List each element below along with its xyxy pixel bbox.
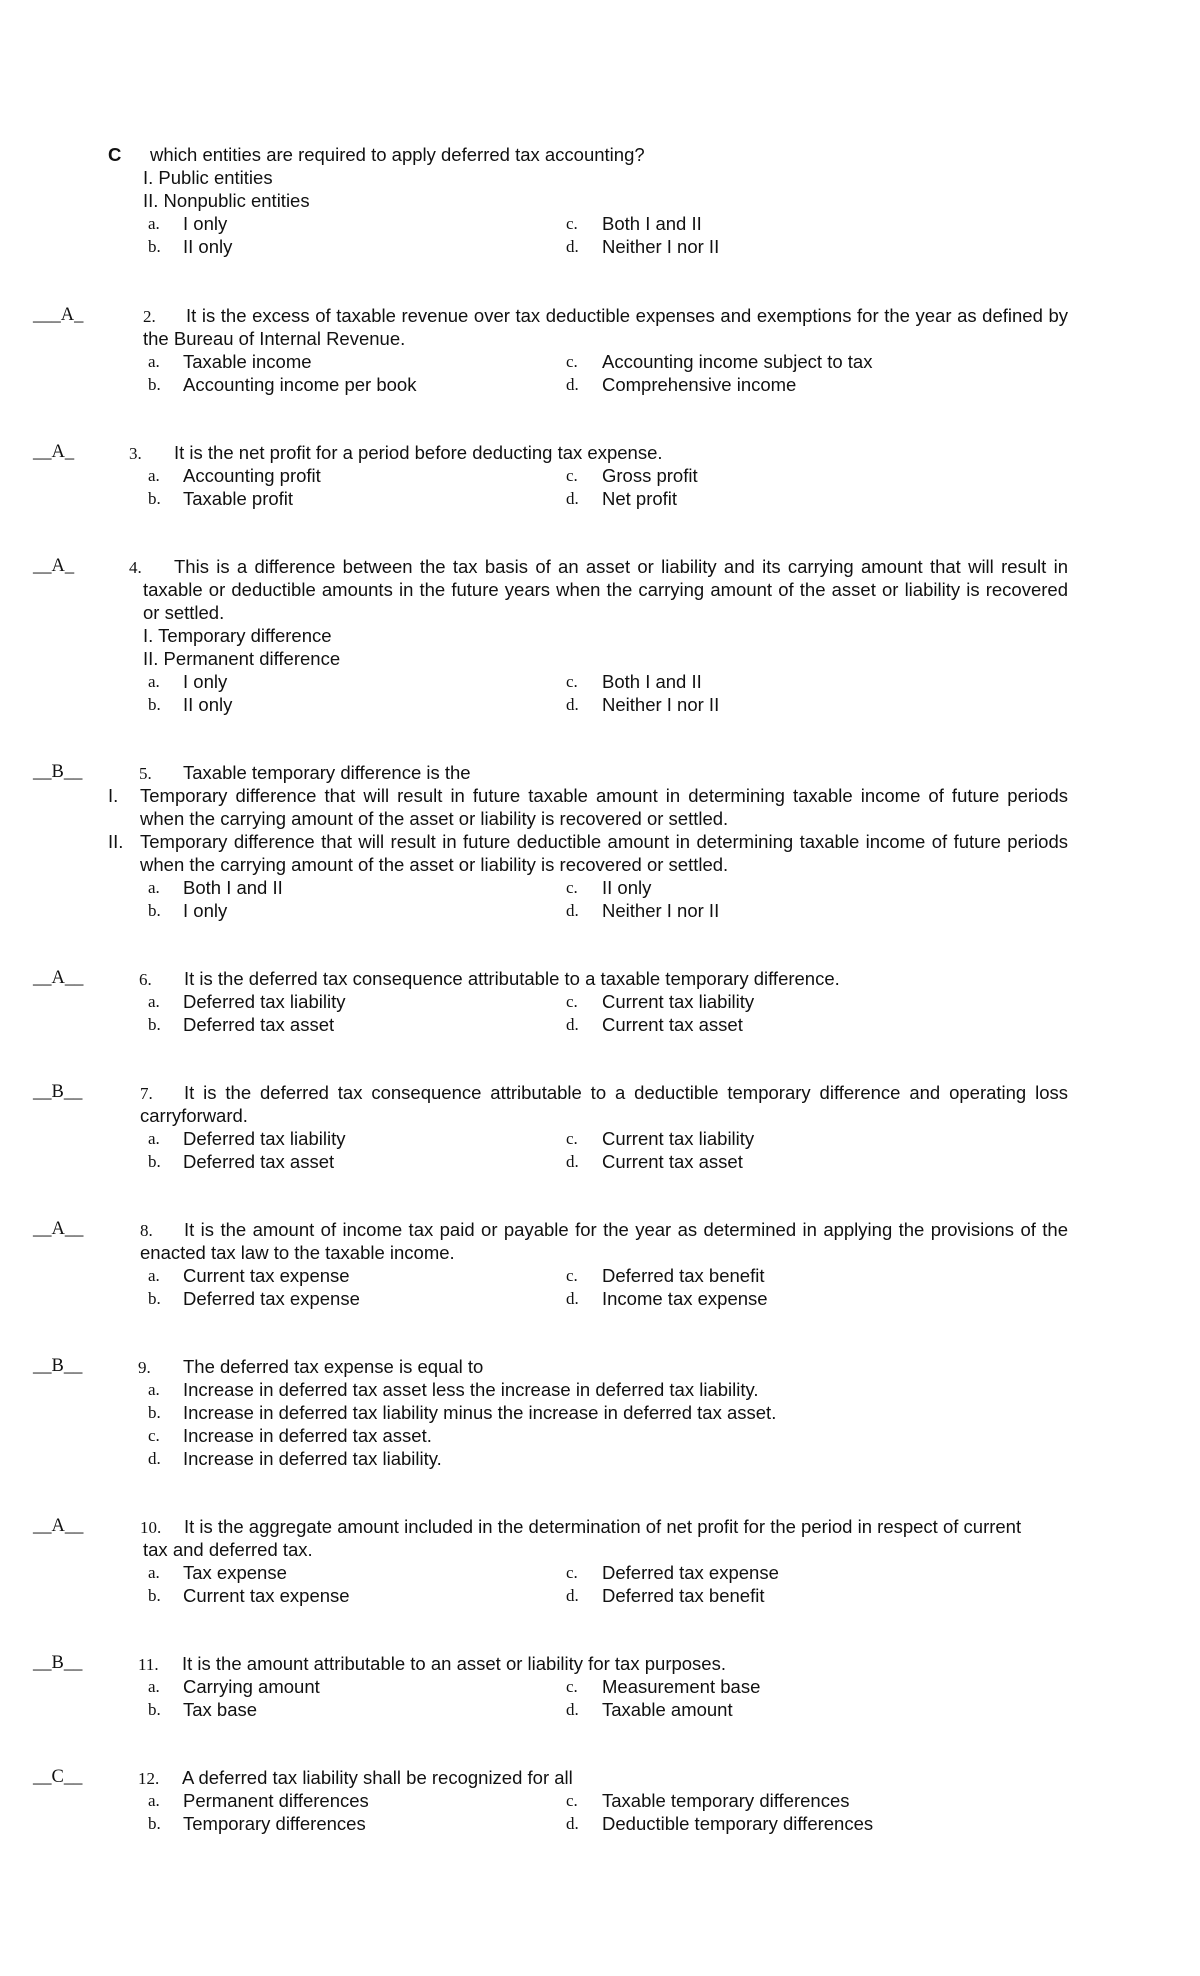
choice-letter-c: c. [566,1563,578,1582]
choice-b: Deferred tax asset [183,1014,335,1035]
answer-mark: __A_ [33,442,75,462]
choice-letter-a: a. [148,466,160,485]
choice-letter-b: b. [148,1289,161,1308]
statement-1: I. Public entities [143,167,273,188]
choice-b: Tax base [183,1699,258,1720]
choice-letter-b: b. [148,1015,161,1034]
choice-letter-a: a. [148,992,160,1011]
choice-b: II only [183,236,233,257]
choice-letter-b: b. [148,1700,161,1719]
choice-letter-b: b. [148,695,161,714]
choice-letter-b: b. [148,1814,161,1833]
choice-a: Deferred tax liability [183,1128,346,1149]
choice-b: I only [183,900,228,921]
choice-c: Both I and II [602,671,702,692]
question-text: This is a difference between the tax basis of an asset or liability and its carrying amount that will result in taxable or deductible amounts in the future years when the carrying amount of the asset or liability is recovered or settled. [143,556,1068,623]
choice-a: Deferred tax liability [183,991,346,1012]
question-text: It is the aggregate amount included in the determination of net profit for the period in respect of current tax and deferred tax. [143,1516,1022,1560]
choice-a: Current tax expense [183,1265,350,1286]
statement-2: II. Permanent difference [143,648,341,669]
question-number: 4. [129,558,142,577]
choice-letter-a: a. [148,352,160,371]
choice-d: Income tax expense [602,1288,768,1309]
choice-letter-a: a. [148,1129,160,1148]
answer-mark: __A_ [33,556,75,576]
choice-letter-b: b. [148,237,161,256]
choice-letter-c: c. [566,1791,578,1810]
choice-d: Neither I nor II [602,236,720,257]
answer-mark: __B__ [33,1356,83,1376]
choice-a: Tax expense [183,1562,287,1583]
choice-c: Measurement base [602,1676,761,1697]
choice-letter-d: d. [566,1586,579,1605]
choice-letter-c: c. [566,878,578,897]
answer-mark: ___A_ [33,305,84,325]
choice-letter-a: a. [148,1380,160,1399]
choice-letter-b: b. [148,901,161,920]
choice-letter-c: c. [566,352,578,371]
choice-c: Current tax liability [602,1128,755,1149]
question-text: which entities are required to apply deferred tax accounting? [150,144,645,165]
answer-mark: __A__ [33,1516,84,1536]
choice-c: Deferred tax benefit [602,1265,765,1286]
choice-letter-c: c. [566,672,578,691]
answer-mark: __C__ [33,1767,83,1787]
choice-a: Accounting profit [183,465,321,486]
choice-letter-b: b. [148,1586,161,1605]
choice-letter-d: d. [566,1700,579,1719]
choice-b: Temporary differences [183,1813,366,1834]
question-number: 8. [140,1221,153,1240]
choice-a: Permanent differences [183,1790,369,1811]
question-number: 12. [138,1769,160,1788]
choice-letter-d: d. [148,1449,161,1468]
question-text: Taxable temporary difference is the [183,762,471,783]
choice-b: Accounting income per book [183,374,417,395]
choice-d: Taxable amount [602,1699,733,1720]
choice-c: Taxable temporary differences [602,1790,850,1811]
choice-letter-d: d. [566,237,579,256]
choice-letter-a: a. [148,1677,160,1696]
choice-letter-d: d. [566,375,579,394]
choice-letter-b: b. [148,375,161,394]
choice-letter-a: a. [148,1563,160,1582]
choice-b: Taxable profit [183,488,294,509]
choice-letter-d: d. [566,1015,579,1034]
choice-d: Comprehensive income [602,374,797,395]
question-number: 6. [139,970,152,989]
choice-letter-b: b. [148,1403,161,1422]
choice-letter-d: d. [566,489,579,508]
question-text: It is the amount of income tax paid or payable for the year as determined in applying the provisions of the enacted tax law to the taxable income. [140,1219,1068,1263]
choice-a: Carrying amount [183,1676,320,1697]
choice-c: II only [602,877,652,898]
question-number: 9. [138,1358,151,1377]
choice-c: Increase in deferred tax asset. [183,1425,432,1446]
answer-mark: __A__ [33,968,84,988]
choice-d: Net profit [602,488,678,509]
choice-a: Taxable income [183,351,312,372]
choice-letter-a: a. [148,672,160,691]
choice-letter-c: c. [148,1426,160,1445]
question-number: 10. [140,1518,162,1537]
choice-a: Increase in deferred tax asset less the increase in deferred tax liability. [183,1379,759,1400]
question-number: 11. [138,1655,159,1674]
choice-letter-c: c. [566,1266,578,1285]
answer-mark: __B__ [33,1653,83,1673]
answer-mark: C [108,144,122,165]
statement-2: II. Nonpublic entities [143,190,310,211]
choice-letter-c: c. [566,1677,578,1696]
statement-1: Temporary difference that will result in future taxable amount in determining taxable income of future periods when the carrying amount of the asset or liability is recovered or settled. [140,785,1068,829]
question-number: 2. [143,307,156,326]
choice-letter-d: d. [566,901,579,920]
statement-2: Temporary difference that will result in future deductible amount in determining taxable income of future periods when the carrying amount of the asset or liability is recovered or settled. [140,831,1068,875]
answer-mark: __B__ [33,762,83,782]
choice-b: Deferred tax expense [183,1288,360,1309]
question-text: It is the net profit for a period before deducting tax expense. [174,442,663,463]
choice-d: Increase in deferred tax liability. [183,1448,442,1469]
choice-b: Increase in deferred tax liability minus the increase in deferred tax asset. [183,1402,777,1423]
choice-a: I only [183,671,228,692]
choice-a: Both I and II [183,877,283,898]
choice-letter-d: d. [566,695,579,714]
choice-d: Deductible temporary differences [602,1813,874,1834]
question-text: It is the deferred tax consequence attributable to a taxable temporary difference. [184,968,840,989]
choice-c: Both I and II [602,213,702,234]
choice-c: Deferred tax expense [602,1562,779,1583]
choice-letter-d: d. [566,1289,579,1308]
choice-c: Accounting income subject to tax [602,351,873,372]
choice-letter-d: d. [566,1152,579,1171]
answer-mark: __A__ [33,1219,84,1239]
choice-letter-d: d. [566,1814,579,1833]
choice-letter-a: a. [148,878,160,897]
roman-2: II. [108,831,124,852]
choice-d: Neither I nor II [602,900,720,921]
choice-d: Current tax asset [602,1151,743,1172]
choice-d: Current tax asset [602,1014,743,1035]
choice-d: Neither I nor II [602,694,720,715]
choice-c: Current tax liability [602,991,755,1012]
question-text: The deferred tax expense is equal to [183,1356,484,1377]
question-text: It is the deferred tax consequence attributable to a deductible temporary difference and operating loss carryforward. [140,1082,1068,1126]
question-number: 3. [129,444,142,463]
choice-letter-c: c. [566,214,578,233]
roman-1: I. [108,785,119,806]
question-number: 7. [140,1084,153,1103]
choice-b: II only [183,694,233,715]
choice-letter-c: c. [566,1129,578,1148]
choice-letter-a: a. [148,1266,160,1285]
answer-mark: __B__ [33,1082,83,1102]
choice-c: Gross profit [602,465,698,486]
statement-1: I. Temporary difference [143,625,332,646]
choice-b: Current tax expense [183,1585,350,1606]
choice-letter-a: a. [148,1791,160,1810]
question-text: It is the amount attributable to an asset or liability for tax purposes. [182,1653,726,1674]
choice-d: Deferred tax benefit [602,1585,765,1606]
question-text: It is the excess of taxable revenue over tax deductible expenses and exemptions for the year as defined by the Bureau of Internal Revenue. [143,305,1068,349]
choice-b: Deferred tax asset [183,1151,335,1172]
choice-letter-c: c. [566,992,578,1011]
choice-letter-b: b. [148,489,161,508]
choice-letter-b: b. [148,1152,161,1171]
choice-letter-c: c. [566,466,578,485]
choice-letter-a: a. [148,214,160,233]
choice-a: I only [183,213,228,234]
question-number: 5. [139,764,152,783]
question-text: A deferred tax liability shall be recognized for all [182,1767,573,1788]
